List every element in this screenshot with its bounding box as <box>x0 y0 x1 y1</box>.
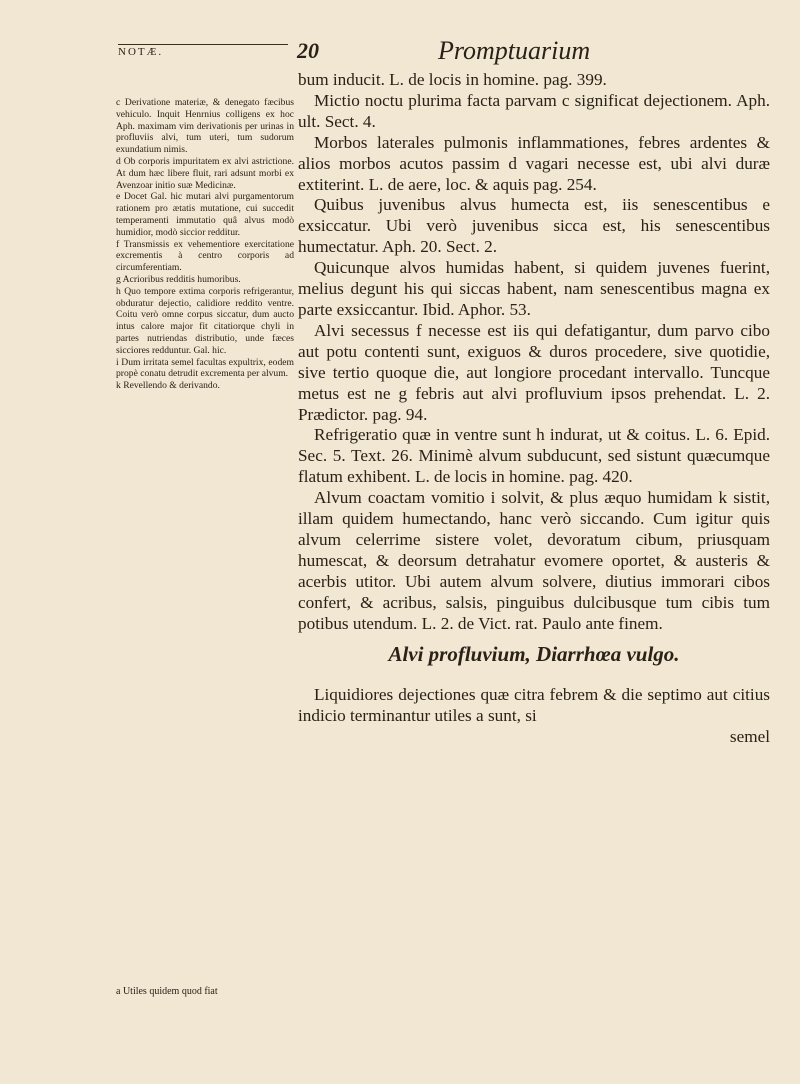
note-h: h Quo tempore extima corporis refrigerantur, obduratur dejectio, calidiore reddito ventre. Coitu verò omne corpus siccatur, dum aucto intus calore major fit citatiorque chyli in partes nutriendas distributio, unde fæces sicciores redduntur. Gal. hic. <box>116 285 294 356</box>
marginal-notes <box>116 97 294 392</box>
note-c: c Derivatione materiæ, & denegato fæcibus vehiculo. Inquit Henrnius colligens ex hoc Aph. maximam vim derivationis per urinas in profluviis alvi, tum uteri, tum sudorum exundatium nimis. <box>116 97 294 156</box>
paragraph: bum inducit. L. de locis in homine. pag. 399. <box>298 70 607 89</box>
note-e: e Docet Gal. hic mutari alvi purgamentorum rationem pro ætatis mutatione, cui succedit temperamenti immutatio quâ alvus modò humidior, modò siccior redditur. <box>116 191 294 238</box>
section-title: Alvi profluvium, Diarrhœa vulgo. <box>388 642 680 667</box>
paragraph: Quibus juvenibus alvus humecta est, iis senescentibus e exsiccatur. Ubi verò juvenibus sicca est, his senescentibus humectatur. Aph. 20. Sect. 2. <box>298 195 770 257</box>
header-rule <box>118 44 288 45</box>
paragraph: Mictio noctu plurima facta parvam c significat dejectionem. Aph. ult. Sect. 4. <box>298 90 770 131</box>
running-title: Promptuarium <box>438 36 591 65</box>
paragraph: Liquidiores dejectiones quæ citra febrem & die septimo aut citius indicio terminantur utiles a sunt, si <box>298 685 770 726</box>
paragraph: Alvum coactam vomitio i solvit, & plus æquo humidam k sistit, illam quidem humectando, hanc verò siccando. Cum igitur quis alvum celerrime sistere volet, devoratum cibum, priusquam humescat, & deorsum detrahatur evomere oportet, & austeris & acerbis utitor. Ubi autem alvum solvere, diutius immorari cibos confert, & acribus, salsis, pinguibus dulcibusque tum cibis tum potibus utendum. L. 2. de Vict. rat. Paulo ante finem. <box>298 488 770 633</box>
paragraph: Morbos laterales pulmonis inflammationes, febres ardentes & alios morbos acutos passim d vagari necesse est, ubi alvi duræ extiterint. L. de aere, loc. & aquis pag. 254. <box>298 132 770 194</box>
note-d: d Ob corporis impuritatem ex alvi astrictione. At dum hæc libere fluit, rari adsunt morbi ex Avenzoar initio suæ Medicinæ. <box>116 155 294 191</box>
page-number: 20 <box>297 38 319 63</box>
footnote-a: a Utiles quidem quod fiat <box>116 986 218 997</box>
paragraph: Alvi secessus f necesse est iis qui defatigantur, dum parvo cibo aut potu contenti sunt, exiguos & duros procedere, sive quotidie, sive tertio quoque die, aut longiore procedant intervallo. Tuncque metus est ne g febris aut alvi profluvium ipsos prehendat. L. 2. Prædictor. pag. 94. <box>298 320 770 424</box>
paragraph: Quicunque alvos humidas habent, si quidem juvenes fuerint, melius degunt his qui siccas habent, nam senescentibus magna ex parte exsiccantur. Ibid. Aphor. 53. <box>298 258 770 319</box>
main-text <box>298 70 770 748</box>
note-k: k Revellendo & derivando. <box>116 380 220 392</box>
notes-heading: NOTÆ. <box>118 46 164 58</box>
note-g: g Acrioribus redditis humoribus. <box>116 273 241 285</box>
note-i: i Dum irritata semel facultas expultrix, eodem propè conatu detrudit excrementa per alvum. <box>116 356 294 380</box>
catchword: semel <box>729 727 770 747</box>
note-f: f Transmissis ex vehementiore exercitatione excrementis à centro corporis ad circumferentiam. <box>116 238 294 274</box>
paragraph: Refrigeratio quæ in ventre sunt h indurat, ut & coitus. L. 6. Epid. Sec. 5. Text. 26. Minimè alvum subducunt, sed sistunt quæcumque flatum exhibent. L. de locis in homine. pag. 420. <box>298 425 770 487</box>
